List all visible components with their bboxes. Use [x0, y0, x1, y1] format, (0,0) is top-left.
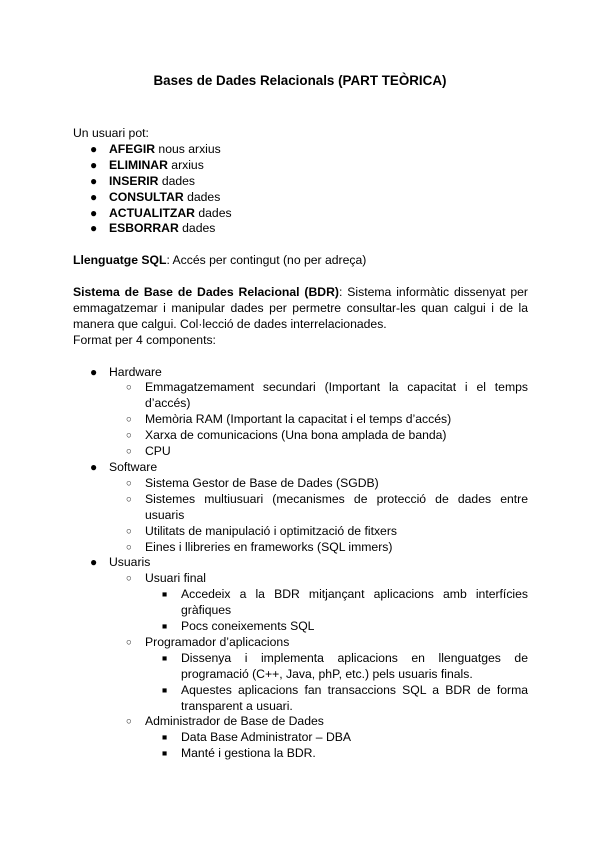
list-item: ■ Accedeix a la BDR mitjançant aplicacions amb interfícies gràfiques [162, 587, 528, 618]
list-item: ● CONSULTAR dades [90, 189, 221, 204]
format-text: Format per 4 components: [73, 332, 216, 347]
user-actions-list [73, 142, 528, 237]
list-item: ○ Xarxa de comunicacions (Una bona amplada de banda) [126, 428, 447, 443]
bdr-definition: Sistema de Base de Dades Relacional (BDR): Sistema informàtic dissenyat per emmagatzemar i manipular dades per permetre consultar-les quan calgui i de la manera que calgui. Col·lecció de dades interrelacionades. [73, 285, 528, 331]
list-item: ○ Eines i llibreries en frameworks (SQL immers) [126, 539, 393, 554]
components-list [73, 365, 528, 763]
user-group-programmer: ○ Programador d’aplicacions ■ Dissenya i implementa aplicacions en llenguatges de programació (C++, Java, phP, etc.) pels usuaris finals. ■ Aquestes aplicacions fan transaccions SQL a BDR de forma transparent a usuari. [126, 634, 528, 713]
list-item: ● ESBORRAR dades [90, 221, 216, 236]
list-item: ● INSERIR dades [90, 173, 196, 188]
component-usuaris: ● Usuaris ○ Usuari final ■ Accedeix a la BDR mitjançant aplicacions amb interfícies gràfiques ■ Pocs coneixements SQL ○ Programador d’aplicacions ■ Dissenya i implementa aplicacions en llenguatges de programació (C++, Java, phP, etc.) pels usuaris finals. ■ Aquestes aplicacions fan transaccions SQL a BDR de forma transparent a usuari. ○ Administrador de Base de Dades ■ Data Base Administrator – DBA ■ Manté i gestiona la BDR. [90, 555, 528, 761]
intro-text: Un usuari pot: [73, 126, 149, 140]
list-item: ■ Aquestes aplicacions fan transaccions SQL a BDR de forma transparent a usuari. [162, 682, 528, 713]
list-item: ■ Dissenya i implementa aplicacions en llenguatges de programació (C++, Java, phP, etc.) pels usuaris finals. [162, 650, 528, 681]
list-item: ■ Manté i gestiona la BDR. [162, 746, 316, 761]
list-item: ● ACTUALITZAR dades [90, 205, 232, 220]
component-software: ● Software ○ Sistema Gestor de Base de Dades (SGDB) ○ Sistemes multiusuari (mecanismes de protecció de dades entre usuaris ○ Utilitats de manipulació i optimització de fitxers ○ Eines i llibreries en frameworks (SQL immers) [90, 459, 528, 554]
sql-definition: Llenguatge SQL: Accés per contingut (no per adreça) [73, 253, 367, 268]
list-item: ○ Sistema Gestor de Base de Dades (SGDB) [126, 475, 379, 490]
list-item: ● AFEGIR nous arxius [90, 141, 221, 156]
list-item: ○ Memòria RAM (Important la capacitat i el temps d’accés) [126, 412, 452, 427]
list-item: ■ Pocs coneixements SQL [162, 619, 315, 634]
page-title: Bases de Dades Relacionals (PART TEÒRICA) [153, 73, 447, 88]
list-item: ○ Emmagatzemament secundari (Important la capacitat i el temps d’accés) [126, 380, 528, 411]
list-item: ● ELIMINAR arxius [90, 157, 204, 172]
document-body [73, 126, 528, 762]
list-item: ○ Sistemes multiusuari (mecanismes de protecció de dades entre usuaris [126, 491, 528, 522]
component-hardware: ● Hardware ○ Emmagatzemament secundari (Important la capacitat i el temps d’accés) ○ Memòria RAM (Important la capacitat i el temps d’accés) ○ Xarxa de comunicacions (Una bona amplada de banda) ○ CPU [90, 364, 528, 459]
list-item: ○ CPU [126, 444, 171, 459]
user-group-final: ○ Usuari final ■ Accedeix a la BDR mitjançant aplicacions amb interfícies gràfiques ■ Pocs coneixements SQL [126, 571, 528, 634]
list-item: ■ Data Base Administrator – DBA [162, 730, 352, 745]
user-group-admin: ○ Administrador de Base de Dades ■ Data Base Administrator – DBA ■ Manté i gestiona la BDR. [109, 714, 528, 762]
list-item: ○ Utilitats de manipulació i optimització de fitxers [126, 523, 397, 538]
